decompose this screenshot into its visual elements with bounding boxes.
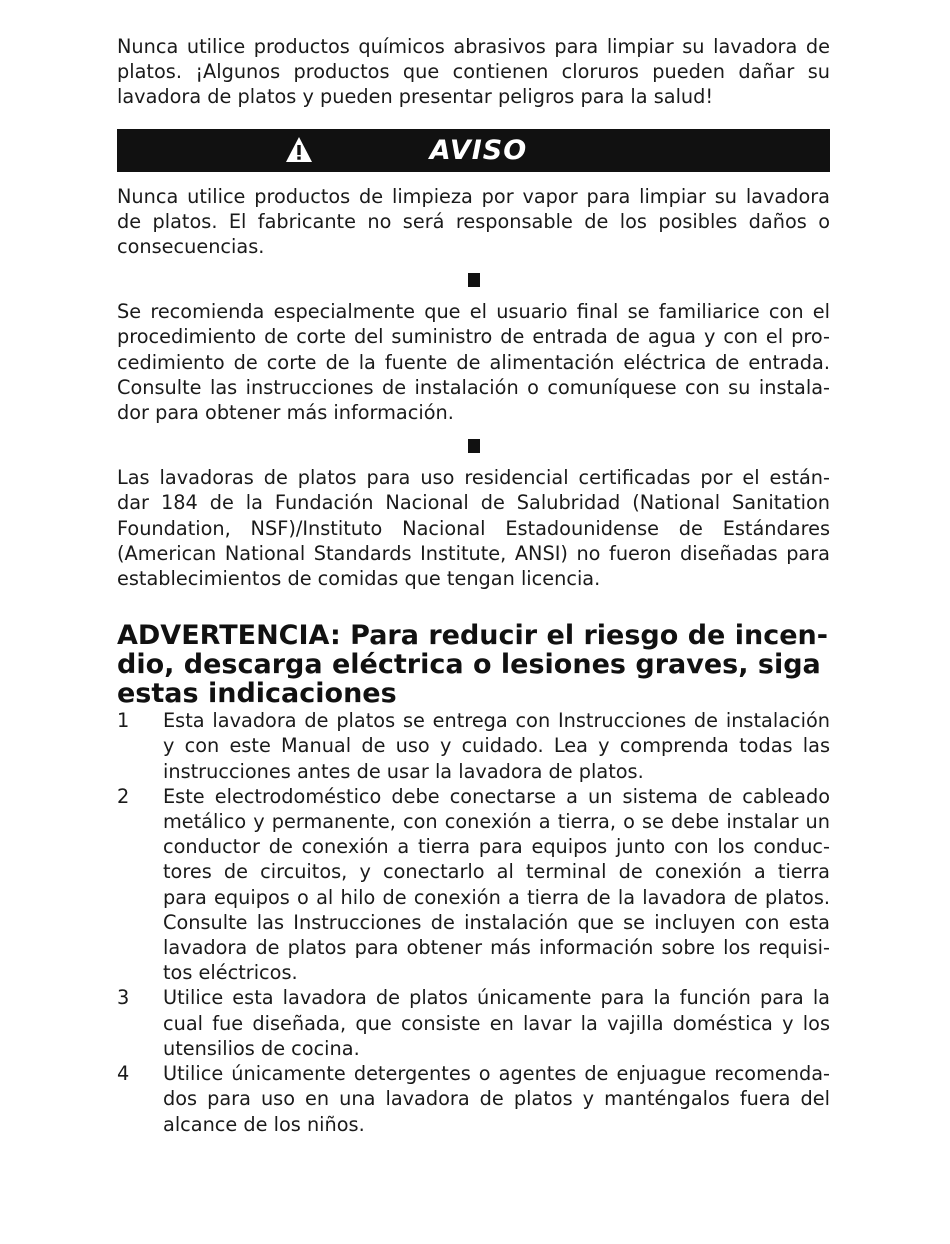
warning-heading [117,621,830,708]
safety-instructions-list [117,708,830,1136]
list-item [117,784,830,986]
text-line: Este electrodoméstico debe conectarse a un sistema de cableado [163,784,830,808]
text-line: para equipos o al hilo de conexión a tierra de la lavadora de platos. [163,885,830,909]
list-item [117,708,830,784]
text-line: Utilice esta lavadora de platos únicamente para la función para la [163,986,830,1010]
text-line: dar 184 de la Fundación Nacional de Salubridad (National Sanitation [117,491,830,515]
text-line: cual fue diseñada, que consiste en lavar la vajilla doméstica y los [163,1011,830,1035]
text-line: tos eléctricos. [163,961,298,985]
text-line: metálico y permanente, con conexión a tierra, o se debe instalar un [163,810,830,834]
item-number: 2 [117,784,130,808]
text-line: dos para uso en una lavadora de platos y manténgalos fuera del [163,1087,830,1111]
text-line: Nunca utilice productos de limpieza por vapor para limpiar su lavadora [117,184,830,208]
heading-line: ADVERTENCIA: Para reducir el riesgo de incen- [117,620,828,652]
text-line: Se recomienda especialmente que el usuario final se familiarice con el [117,300,830,324]
text-line: conductor de conexión a tierra para equipos junto con los conduc- [163,835,830,859]
text-line: y con este Manual de uso y cuidado. Lea y comprenda todas las [163,734,830,758]
text-line: Consulte las Instrucciones de instalación que se incluyen con esta [163,910,830,934]
aviso-banner [117,129,830,172]
section-separator [468,439,480,453]
text-line: (American National Standards Institute, ANSI) no fueron diseñadas para [117,541,830,565]
text-line: lavadora de platos para obtener más información sobre los requisi- [163,936,830,960]
text-line: Utilice únicamente detergentes o agentes de enjuague recomenda- [163,1062,830,1086]
list-item [117,985,830,1061]
text-line: platos. ¡Algunos productos que contienen cloruros pueden dañar su [117,60,830,84]
text-line: Esta lavadora de platos se entrega con Instrucciones de instalación [163,709,830,733]
heading-line: dio, descarga eléctrica o lesiones graves, siga [117,649,821,681]
text-line: utensilios de cocina. [163,1036,360,1060]
heading-line: estas indicaciones [117,678,397,710]
list-item [117,1061,830,1137]
text-line: Nunca utilice productos químicos abrasivos para limpiar su lavadora de [117,35,830,58]
text-line: tores de circuitos, y conectarlo al terminal de conexión a tierra [163,860,830,884]
item-number: 1 [117,709,130,733]
text-line: de platos. El fabricante no será responsable de los posibles daños o [117,209,830,233]
nsf-paragraph [117,465,830,591]
text-line: procedimiento de corte del suministro de entrada de agua y con el pro- [117,325,830,349]
intro-paragraph [117,34,830,110]
item-number: 3 [117,986,130,1010]
warning-triangle-icon [284,135,314,165]
document-page [117,34,830,1137]
text-line: Foundation, NSF)/Instituto Nacional Estadounidense de Estándares [117,516,830,540]
text-line: cedimiento de corte de la fuente de alimentación eléctrica de entrada. [117,350,830,374]
text-line: instrucciones antes de usar la lavadora de platos. [163,759,644,783]
item-number: 4 [117,1062,130,1086]
text-line: Las lavadoras de platos para uso residencial certificadas por el están- [117,466,830,490]
aviso-label: AVISO [429,134,528,166]
text-line: establecimientos de comidas que tengan licencia. [117,567,601,591]
text-line: Consulte las instrucciones de instalación o comuníquese con su instala- [117,375,830,399]
text-line: dor para obtener más información. [117,401,454,425]
aviso-paragraph [117,184,830,260]
text-line: consecuencias. [117,235,265,259]
shutoff-paragraph [117,299,830,425]
text-line: lavadora de platos y pueden presentar peligros para la salud! [117,85,714,109]
text-line: alcance de los niños. [163,1112,365,1136]
section-separator [468,273,480,287]
